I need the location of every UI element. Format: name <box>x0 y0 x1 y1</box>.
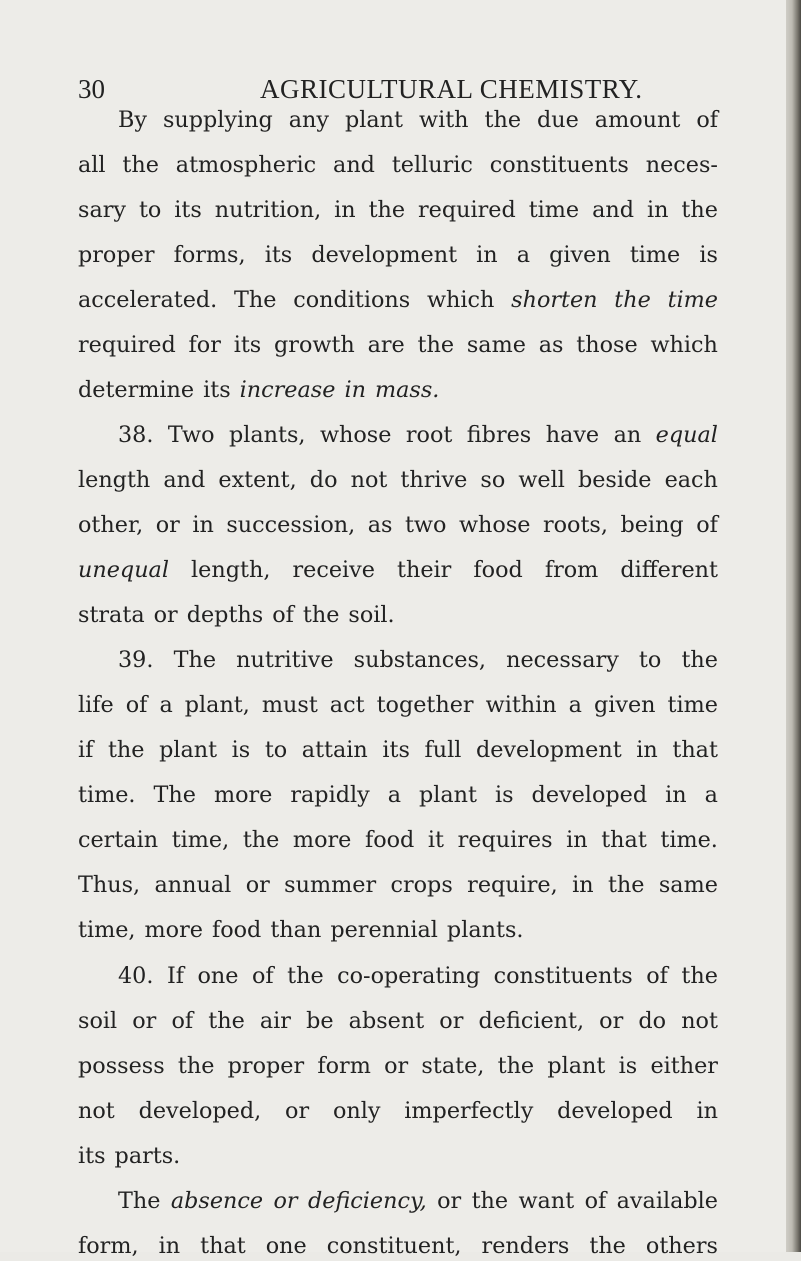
word: that <box>200 1233 246 1259</box>
word: shorten <box>511 287 598 313</box>
word: root <box>405 422 453 448</box>
word: of <box>696 512 718 538</box>
word: well <box>518 467 565 493</box>
text-line <box>78 150 718 180</box>
word: within <box>485 692 557 718</box>
word: those <box>576 332 638 358</box>
word: plant <box>547 1053 606 1079</box>
text-line <box>118 1186 718 1216</box>
word: with <box>418 107 469 133</box>
word: the <box>681 963 718 989</box>
text-line <box>118 645 718 675</box>
word: of <box>696 107 718 133</box>
word: proper <box>227 1053 305 1079</box>
word: growth <box>274 332 355 358</box>
word: developed, <box>138 1098 262 1124</box>
word: require, <box>467 872 558 898</box>
word: nutrition, <box>214 197 322 223</box>
text-line <box>78 1231 718 1261</box>
word: so <box>480 467 506 493</box>
word: supplying <box>162 107 273 133</box>
word: a <box>516 242 531 268</box>
word: not <box>78 1098 115 1124</box>
word: renders <box>481 1233 570 1259</box>
word: possess <box>78 1053 165 1079</box>
word: being <box>620 512 684 538</box>
word: time <box>629 242 681 268</box>
word: strata <box>78 602 145 628</box>
word: plant <box>418 782 477 808</box>
word: of <box>646 963 668 989</box>
word: more <box>213 782 273 808</box>
word: co-operating <box>337 963 481 989</box>
word: whose <box>458 512 531 538</box>
word: their <box>397 557 452 583</box>
word: and <box>333 152 375 178</box>
word: the <box>484 107 522 133</box>
word: soil. <box>348 602 395 628</box>
text-line <box>78 870 718 900</box>
word: a <box>387 782 401 808</box>
word: conditions <box>293 287 411 313</box>
word: is <box>699 242 718 268</box>
text-line <box>78 690 718 720</box>
word: developed <box>557 1098 673 1124</box>
word: time, <box>171 827 230 853</box>
word: crops <box>390 872 453 898</box>
word: in <box>334 197 356 223</box>
word: equal <box>655 422 718 448</box>
word: proper <box>78 242 155 268</box>
word: its <box>203 377 231 403</box>
word: an <box>613 422 642 448</box>
word: constituents <box>489 152 629 178</box>
word: plants, <box>228 422 306 448</box>
word: in <box>646 197 669 223</box>
text-line <box>78 780 718 810</box>
word: two <box>404 512 447 538</box>
word: together <box>376 692 474 718</box>
text-line <box>118 961 718 991</box>
word: any <box>288 107 330 133</box>
word: thrive <box>400 467 468 493</box>
text-line <box>78 600 718 630</box>
word: not <box>681 1008 718 1034</box>
word: nutritive <box>236 647 334 673</box>
word: extent, <box>218 467 297 493</box>
word: requires <box>457 827 553 853</box>
word: in <box>344 377 366 403</box>
word: one <box>197 963 239 989</box>
word: the <box>589 1233 626 1259</box>
word: required <box>78 332 176 358</box>
word: deficiency, <box>307 1188 427 1214</box>
word: do <box>638 1008 667 1034</box>
word: or <box>153 602 178 628</box>
word: development <box>475 737 622 763</box>
word: and <box>163 467 206 493</box>
text-line <box>118 420 718 450</box>
word: The <box>118 1188 161 1214</box>
word: only <box>332 1098 381 1124</box>
word: act <box>329 692 365 718</box>
word: imperfectly <box>404 1098 534 1124</box>
word: 39. <box>118 647 154 673</box>
word: or <box>273 1188 298 1214</box>
word: the <box>208 1008 245 1034</box>
word: for <box>188 332 221 358</box>
word: be <box>306 1008 334 1034</box>
word: given <box>549 242 611 268</box>
word: a <box>704 782 718 808</box>
word: to <box>638 647 662 673</box>
word: sary <box>78 197 126 223</box>
word: food <box>364 827 415 853</box>
word: the <box>681 647 718 673</box>
word: or <box>437 1188 462 1214</box>
word: succession, <box>226 512 356 538</box>
word: is <box>618 1053 638 1079</box>
word: constituent, <box>326 1233 462 1259</box>
word: certain <box>78 827 159 853</box>
word: given <box>593 692 656 718</box>
word: required <box>418 197 516 223</box>
page-edge-shadow <box>786 0 801 1252</box>
word: in <box>572 872 594 898</box>
word: fibres <box>466 422 532 448</box>
text-line <box>78 330 718 360</box>
word: the <box>497 1053 535 1079</box>
word: summer <box>284 872 377 898</box>
word: food <box>211 917 262 943</box>
word: the <box>122 152 159 178</box>
text-line <box>78 555 718 585</box>
text-line <box>78 1006 718 1036</box>
word: or <box>285 1098 310 1124</box>
word: substances, <box>353 647 486 673</box>
word: different <box>620 557 718 583</box>
word: atmospheric <box>175 152 317 178</box>
text-line <box>78 240 718 270</box>
word: life <box>78 692 114 718</box>
word: or <box>599 1008 624 1034</box>
text-line <box>78 375 718 405</box>
word: absent <box>348 1008 425 1034</box>
word: due <box>536 107 579 133</box>
word: The <box>173 647 217 673</box>
word: beside <box>577 467 652 493</box>
word: of <box>272 602 294 628</box>
word: its <box>264 242 293 268</box>
word: is <box>494 782 514 808</box>
text-line <box>78 825 718 855</box>
word: plants. <box>446 917 524 943</box>
word: of <box>584 1188 607 1214</box>
word: that <box>672 737 718 763</box>
word: to <box>264 737 288 763</box>
word: want <box>518 1188 575 1214</box>
word: others <box>645 1233 718 1259</box>
word: its <box>382 737 410 763</box>
word: The <box>153 782 196 808</box>
word: time. <box>78 782 136 808</box>
word: perennial <box>330 917 438 943</box>
word: whose <box>319 422 392 448</box>
word: each <box>664 467 718 493</box>
text-line <box>78 915 718 945</box>
word: and <box>592 197 635 223</box>
word: the <box>107 737 145 763</box>
word: which <box>650 332 718 358</box>
word: or <box>245 872 270 898</box>
word: plant <box>159 737 218 763</box>
word: attain <box>301 737 368 763</box>
text-line <box>78 285 718 315</box>
word: plant, <box>184 692 250 718</box>
word: its <box>174 197 202 223</box>
word: By <box>118 107 147 133</box>
word: mass. <box>374 377 440 403</box>
word: amount <box>594 107 681 133</box>
word: absence <box>170 1188 264 1214</box>
word: which <box>426 287 495 313</box>
word: air <box>259 1008 291 1034</box>
word: either <box>650 1053 718 1079</box>
word: that <box>601 827 647 853</box>
word: in <box>636 737 658 763</box>
word: or <box>132 1008 157 1034</box>
word: time. <box>660 827 718 853</box>
word: parts. <box>114 1143 181 1169</box>
word: time <box>667 692 718 718</box>
word: 40. <box>118 963 154 989</box>
word: from <box>544 557 599 583</box>
word: Thus, <box>78 872 141 898</box>
word: developed <box>531 782 648 808</box>
word: if <box>78 737 94 763</box>
word: is <box>231 737 251 763</box>
word: form <box>317 1053 371 1079</box>
word: 38. <box>118 422 154 448</box>
word: the <box>242 827 280 853</box>
text-line <box>78 510 718 540</box>
word: more <box>144 917 203 943</box>
word: available <box>616 1188 718 1214</box>
word: other, <box>78 512 144 538</box>
word: accelerated. <box>78 287 218 313</box>
word: or <box>439 1008 464 1034</box>
word: are <box>367 332 405 358</box>
word: same <box>466 332 526 358</box>
word: The <box>234 287 277 313</box>
word: a <box>568 692 582 718</box>
text-line <box>78 1141 718 1171</box>
word: plant <box>344 107 404 133</box>
text-line <box>78 465 718 495</box>
word: time <box>667 287 718 313</box>
word: have <box>545 422 600 448</box>
word: Two <box>167 422 215 448</box>
word: the <box>614 287 651 313</box>
text-line <box>78 1051 718 1081</box>
word: time, <box>78 917 136 943</box>
word: the <box>417 332 455 358</box>
word: development <box>311 242 458 268</box>
word: unequal <box>78 557 169 583</box>
word: determine <box>78 377 195 403</box>
word: same <box>658 872 718 898</box>
word: it <box>427 827 444 853</box>
word: necessary <box>506 647 619 673</box>
word: as <box>538 332 564 358</box>
word: in <box>665 782 687 808</box>
word: time <box>528 197 580 223</box>
word: must <box>261 692 318 718</box>
word: the <box>368 197 406 223</box>
word: in <box>192 512 214 538</box>
word: length <box>78 467 151 493</box>
word: the <box>607 872 645 898</box>
word: or <box>155 512 180 538</box>
word: forms, <box>173 242 246 268</box>
text-line <box>78 735 718 765</box>
word: form, <box>78 1233 139 1259</box>
word: the <box>681 197 718 223</box>
running-head: AGRICULTURAL CHEMISTRY. <box>260 74 643 104</box>
word: the <box>287 963 324 989</box>
word: the <box>302 602 340 628</box>
word: soil <box>78 1008 118 1034</box>
word: depths <box>186 602 264 628</box>
word: full <box>424 737 462 763</box>
word: If <box>166 963 185 989</box>
word: telluric <box>391 152 473 178</box>
text-line <box>78 1096 718 1126</box>
word: neces- <box>645 152 718 178</box>
text-line <box>118 105 718 135</box>
word: to <box>138 197 162 223</box>
word: annual <box>154 872 232 898</box>
word: its <box>233 332 262 358</box>
word: the <box>177 1053 215 1079</box>
text-line <box>78 195 718 225</box>
word: or <box>384 1053 409 1079</box>
page-number: 30 <box>78 74 105 104</box>
word: all <box>78 152 106 178</box>
word: the <box>471 1188 509 1214</box>
word: than <box>270 917 322 943</box>
word: do <box>309 467 338 493</box>
word: receive <box>292 557 375 583</box>
word: of <box>251 963 274 989</box>
word: a <box>159 692 173 718</box>
word: increase <box>239 377 336 403</box>
word: food <box>473 557 523 583</box>
word: in <box>158 1233 181 1259</box>
word: in <box>476 242 498 268</box>
word: its <box>78 1143 106 1169</box>
word: of <box>125 692 148 718</box>
word: constituents <box>493 963 633 989</box>
word: one <box>265 1233 307 1259</box>
word: length, <box>191 557 271 583</box>
word: deficient, <box>478 1008 585 1034</box>
word: more <box>292 827 352 853</box>
word: in <box>566 827 588 853</box>
word: of <box>171 1008 194 1034</box>
word: not <box>350 467 388 493</box>
word: roots, <box>542 512 608 538</box>
word: rapidly <box>290 782 370 808</box>
word: state, <box>421 1053 485 1079</box>
word: as <box>367 512 393 538</box>
word: in <box>696 1098 718 1124</box>
